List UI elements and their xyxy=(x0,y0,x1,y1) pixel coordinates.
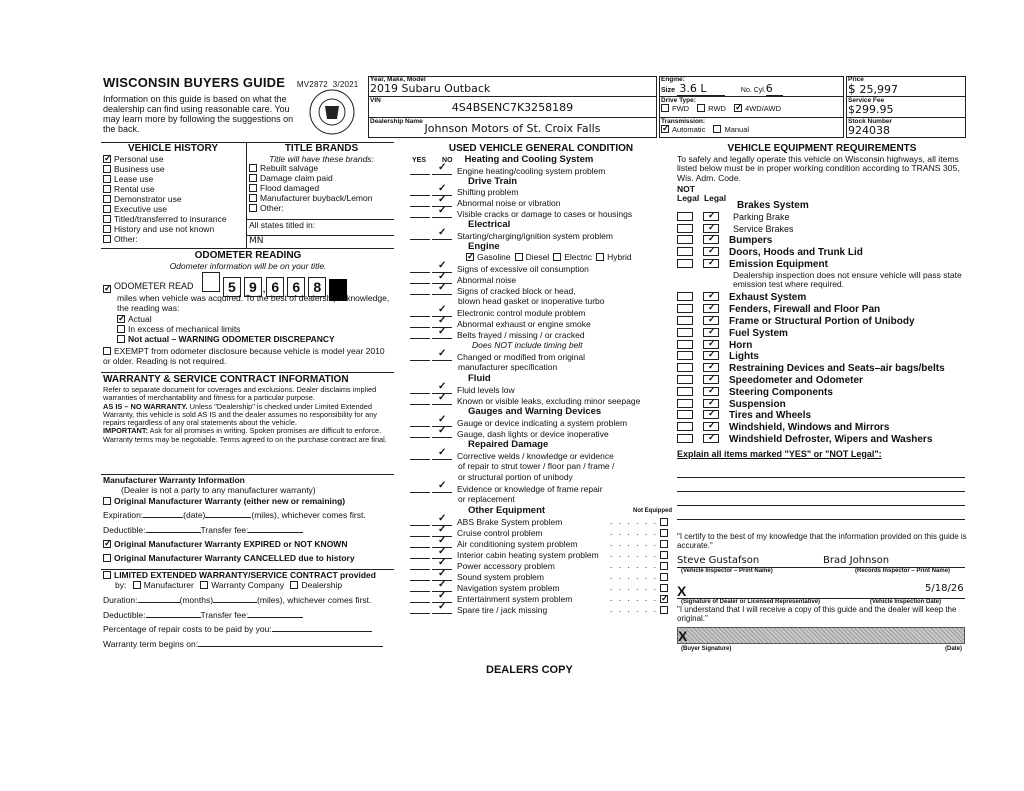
states-titled-label: All states titled in: xyxy=(249,220,316,230)
condition-item: ✓Belts frayed / missing / or cracked xyxy=(410,330,672,341)
condition-item: ✓Abnormal noise xyxy=(410,275,672,286)
explain-line-3[interactable] xyxy=(677,505,965,506)
warranty-heading: WARRANTY & SERVICE CONTRACT INFORMATION xyxy=(103,374,349,385)
no-box[interactable] xyxy=(432,352,452,361)
fuel-checkbox[interactable] xyxy=(553,253,561,261)
vehicle-inspector-name[interactable]: Steve Gustafson xyxy=(677,555,760,566)
brand-checkbox[interactable] xyxy=(249,184,257,192)
condition-item-continued: Does NOT include timing belt xyxy=(472,340,583,351)
legal-box[interactable] xyxy=(703,316,719,325)
fuel-checkbox[interactable] xyxy=(596,253,604,261)
explain-line-4[interactable] xyxy=(677,519,965,520)
brand-item: Manufacturer buyback/Lemon xyxy=(249,194,394,204)
equipment-requirement: ✓Windshield, Windows and Mirrors xyxy=(677,422,967,434)
condition-item: ✓Signs of excessive oil consumption xyxy=(410,264,672,275)
history-item: Executive use xyxy=(103,205,243,215)
condition-item: ✓Engine heating/cooling system problem xyxy=(410,166,672,177)
service-fee-field[interactable]: Service Fee $299.95 xyxy=(848,97,894,117)
odometer-digit[interactable]: 6 xyxy=(266,277,284,297)
not-legal-box[interactable] xyxy=(677,316,693,325)
brand-item: Damage claim paid xyxy=(249,174,394,184)
equipment-requirement: ✓Doors, Hoods and Trunk Lid xyxy=(677,247,967,259)
equipment-item: ✓Cruise control problem . . . . . . xyxy=(410,528,672,539)
yes-box[interactable] xyxy=(410,429,430,438)
yes-box[interactable] xyxy=(410,330,430,339)
legal-box[interactable] xyxy=(703,351,719,360)
not-legal-box[interactable] xyxy=(677,212,693,221)
equipment-requirement: ✓Restraining Devices and Seats–air bags/belts xyxy=(677,363,967,375)
history-item: Rental use xyxy=(103,185,243,195)
odometer-digit[interactable]: 5 xyxy=(223,277,241,297)
dealers-copy-label: DEALERS COPY xyxy=(486,664,573,676)
inspection-date[interactable]: 5/18/26 xyxy=(925,583,964,594)
equipment-requirement: ✓Suspension xyxy=(677,399,967,411)
yes-box[interactable] xyxy=(410,418,430,427)
equipment-requirement: ✓Bumpers xyxy=(677,235,967,247)
odometer-digit[interactable]: 8 xyxy=(308,277,326,297)
history-item: Business use xyxy=(103,165,243,175)
warranty-text: Refer to separate document for coverages and exclusions. Dealer disclaims implied warranties of merchantability and fitness for a particular purpose. AS IS – NO WARRANTY. Unless "Dealership" is checked under Limited Extended Warranty, this vehicle is sold AS IS and the dealer assumes no responsibility for any repairs regardless of any oral statements about the vehicle. IMPORTANT: Ask for all promises in writing. Spoken promises are difficult to enforce. Warranty terms may be negotiable. Terms agreed to on the purchase contract are final. xyxy=(103,385,387,444)
form-title: WISCONSIN BUYERS GUIDE MV2872 3/2021 xyxy=(103,75,359,90)
condition-item: ✓Evidence or knowledge of frame repair xyxy=(410,484,672,495)
original-warranty-checkbox[interactable] xyxy=(103,497,111,505)
legal-box[interactable] xyxy=(703,340,719,349)
history-item: Other: xyxy=(103,235,243,245)
equipment-requirement: ✓Emission Equipment xyxy=(677,259,967,271)
brand-item: Rebuilt salvage xyxy=(249,164,394,174)
equipment-item: ✓Sound system problem . . . . . . xyxy=(410,572,672,583)
odometer-options: ✓Actual In excess of mechanical limits Not actual – WARNING ODOMETER DISCREPANCY xyxy=(117,315,335,345)
dealer-signature-x[interactable]: X xyxy=(677,583,687,599)
yes-box[interactable] xyxy=(410,385,430,394)
legal-box[interactable] xyxy=(703,399,719,408)
title-brands-section: TITLE BRANDS Title will have these brands: Rebuilt salvage Damage claim paid Flood damaged Manufacturer buyback/Lemon Other: xyxy=(249,143,394,214)
brand-item: Flood damaged xyxy=(249,184,394,194)
odometer-digit[interactable]: 6 xyxy=(287,277,305,297)
intro-text: Information on this guide is based on what the dealership can find using reasonable care. You may learn more by following the suggestions on the back. xyxy=(103,94,294,135)
condition-item: ✓Changed or modified from original xyxy=(410,352,672,363)
legal-box[interactable] xyxy=(703,410,719,419)
no-box[interactable] xyxy=(432,451,452,460)
condition-item: ✓Abnormal exhaust or engine smoke xyxy=(410,319,672,330)
exempt-row: EXEMPT from odometer disclosure because vehicle is model year 2010 or older. Reading is not required. xyxy=(103,346,385,366)
yes-box[interactable] xyxy=(410,166,430,175)
not-legal-box[interactable] xyxy=(677,399,693,408)
history-checkbox[interactable] xyxy=(103,165,111,173)
condition-item-continued: of repair to strut tower / floor pan / frame / xyxy=(458,461,615,472)
legal-box[interactable] xyxy=(703,224,719,233)
condition-item: ✓Electronic control module problem xyxy=(410,308,672,319)
history-checkbox[interactable] xyxy=(103,205,111,213)
condition-category: Other Equipment Not Equipped xyxy=(468,505,672,517)
yes-box[interactable] xyxy=(410,605,430,614)
equipment-requirement: ✓Exhaust System xyxy=(677,292,967,304)
condition-category: Repaired Damage xyxy=(468,439,549,451)
legal-box[interactable] xyxy=(703,292,719,301)
records-inspector-name[interactable]: Brad Johnson xyxy=(823,555,890,566)
not-legal-box[interactable] xyxy=(677,422,693,431)
yes-box[interactable] xyxy=(410,187,430,196)
not-equipped-checkbox[interactable] xyxy=(660,551,668,559)
buyer-signature-field[interactable]: X xyxy=(677,627,965,644)
fuel-checkbox[interactable] xyxy=(466,253,474,261)
equipment-requirement: ✓Horn xyxy=(677,340,967,352)
not-legal-box[interactable] xyxy=(677,328,693,337)
yes-box[interactable] xyxy=(410,396,430,405)
not-equipped-checkbox[interactable] xyxy=(660,540,668,548)
yes-box[interactable] xyxy=(410,451,430,460)
history-item: History and use not known xyxy=(103,225,243,235)
yes-box[interactable] xyxy=(410,198,430,207)
equipment-requirement: ✓Steering Components xyxy=(677,387,967,399)
equipment-requirement: ✓Parking Brake xyxy=(677,212,967,224)
title-brands-heading: TITLE BRANDS xyxy=(284,143,359,154)
yes-box[interactable] xyxy=(410,583,430,592)
not-legal-box[interactable] xyxy=(677,304,693,313)
yes-box[interactable] xyxy=(410,231,430,240)
brand-checkbox[interactable] xyxy=(249,204,257,212)
condition-category: Drive Train xyxy=(468,175,518,187)
equipment-requirement: ✓Lights xyxy=(677,351,967,363)
equipment-requirement: ✓Frame or Structural Portion of Unibody xyxy=(677,316,967,328)
emission-note: Dealership inspection does not ensure vehicle will pass state emission test where required. xyxy=(733,269,962,290)
expired-warranty-checkbox[interactable] xyxy=(103,540,111,548)
cancelled-warranty-checkbox[interactable] xyxy=(103,554,111,562)
not-legal-box[interactable] xyxy=(677,259,693,268)
not-legal-box[interactable] xyxy=(677,387,693,396)
yes-box[interactable] xyxy=(410,286,430,295)
used-vehicle-condition-section: USED VEHICLE GENERAL CONDITION YES NO Heating and Cooling System ✓Engine heating/cooling system problem Drive Train ✓Shifting problem ✓Abnormal noise or vibration ✓Visible cracks or damage to cases or housings Electrical ✓Starting/charging/ignition system problem Engine ✓Gasoline Diesel Electric Hybrid ✓Signs of excessive oil consumption ✓Abnormal noise ✓Signs of cracked block or head, blown head gasket or inoperative turbo ✓Electronic control module problem ✓Abnormal exhaust or engine smoke ✓Belts frayed / missing / or cracked Does NOT include timing belt ✓Changed or modified from original manufacturer specification Fluid ✓Fluid levels low ✓Known or visible leaks, excluding minor seepage Gauges and Warning Devices ✓Gauge or device indicating a system problem ✓Gauge, dash lights or device inoperative Repaired Damage ✓Corrective welds / knowledge or evidence of repair to strut tower / floor pan / frame / or structural portion of unibody ✓Evidence or knowledge of frame repair or replacement Other Equipment Not Equipped ✓ABS Brake System problem . . . . . . ✓Cruise control problem . . . . . . ✓Air conditioning system problem . . . . . . ✓Interior cabin heating system problem . . . . . . ✓Power accessory problem . . . . . . ✓Sound system problem . . . . . . ✓Navigation system problem . . . . . . ✓Entertainment system problem . . . . . . ✓ ✓Spare tire / jack missing . . . . . . xyxy=(410,143,672,616)
condition-item: ✓Abnormal noise or vibration xyxy=(410,198,672,209)
condition-item: ✓Fluid levels low xyxy=(410,385,672,396)
engine-field[interactable]: Engine: Size 3.6 L No. Cyl.6 xyxy=(661,76,842,96)
equipment-requirements-section: VEHICLE EQUIPMENT REQUIREMENTS To safely and legally operate this vehicle on Wisconsin highways, all items listed below must be in proper working condition according to TRANS 305, Wis. Adm. Code. NOT Legal Legal Brakes System ✓Parking Brake ✓Service Brakes ✓Bumpers ✓Doors, Hoods and Trunk Lid ✓Emission Equipment Dealership inspection does not ensure vehicle will pass state emission test where required. ✓Exhaust System ✓Fenders, Firewall and Floor Pan ✓Frame or Structural Portion of Unibody ✓Fuel System ✓Horn ✓Lights ✓Restraining Devices and Seats–air bags/belts ✓Speedometer and Odometer ✓Steering Components ✓Suspension ✓Tires and Wheels ✓Windshield, Windows and Mirrors ✓Windshield Defroster, Wipers and Washers Explain all items marked "YES" or "NOT Legal": xyxy=(677,143,967,459)
not-legal-box[interactable] xyxy=(677,363,693,372)
condition-category: Fluid xyxy=(468,373,491,385)
history-item: ✓Personal use xyxy=(103,155,243,165)
not-legal-box[interactable] xyxy=(677,410,693,419)
condition-item-continued: or structural portion of unibody xyxy=(458,472,573,483)
not-legal-box[interactable] xyxy=(677,235,693,244)
no-box[interactable] xyxy=(432,286,452,295)
understand-text: "I understand that I will receive a copy of this guide and the dealer will keep the original." xyxy=(677,605,957,623)
vehicle-history-section xyxy=(103,143,243,245)
not-legal-box[interactable] xyxy=(677,247,693,256)
stock-number-field[interactable]: Stock Number 924038 xyxy=(848,118,893,138)
condition-item: ✓Known or visible leaks, excluding minor seepage xyxy=(410,396,672,407)
equipment-item: ✓Power accessory problem . . . . . . xyxy=(410,561,672,572)
yes-no-header: YES NO Heating and Cooling System xyxy=(412,153,594,165)
vin-field[interactable]: VIN 4S4BSENC7K3258189 xyxy=(370,97,574,115)
yes-box[interactable] xyxy=(410,594,430,603)
ymm-field[interactable]: Year, Make, Model 2019 Subaru Outback xyxy=(370,76,491,96)
history-item: Demonstrator use xyxy=(103,195,243,205)
excess-checkbox[interactable] xyxy=(117,325,125,333)
odometer-digit[interactable] xyxy=(202,272,220,292)
history-item: Titled/transferred to insurance xyxy=(103,215,243,225)
odometer-section: ODOMETER READING Odometer information will be on your title. xyxy=(169,250,327,271)
not-legal-box[interactable] xyxy=(677,375,693,384)
history-checkbox[interactable] xyxy=(103,175,111,183)
not-equipped-checkbox[interactable] xyxy=(660,573,668,581)
legal-box[interactable] xyxy=(703,304,719,313)
brand-checkbox[interactable] xyxy=(249,164,257,172)
actual-checkbox[interactable] xyxy=(117,315,125,323)
condition-item: ✓Corrective welds / knowledge or evidence xyxy=(410,451,672,462)
legal-box[interactable] xyxy=(703,375,719,384)
yes-box[interactable] xyxy=(410,264,430,273)
legal-box[interactable] xyxy=(703,387,719,396)
yes-box[interactable] xyxy=(410,572,430,581)
condition-item: ✓Gauge or device indicating a system problem xyxy=(410,418,672,429)
equipment-item: ✓Navigation system problem . . . . . . xyxy=(410,583,672,594)
yes-box[interactable] xyxy=(410,528,430,537)
history-checkbox[interactable] xyxy=(103,215,111,223)
equipment-item: ✓Interior cabin heating system problem . . . . . . xyxy=(410,550,672,561)
not-actual-checkbox[interactable] xyxy=(117,335,125,343)
condition-item: ✓Gauge, dash lights or device inoperative xyxy=(410,429,672,440)
history-checkbox[interactable] xyxy=(103,235,111,243)
fuel-checkbox[interactable] xyxy=(515,253,523,261)
condition-category: Electrical xyxy=(468,219,511,231)
not-legal-box[interactable] xyxy=(677,224,693,233)
condition-category: Engine xyxy=(468,241,500,253)
not-equipped-checkbox[interactable] xyxy=(660,529,668,537)
yes-box[interactable] xyxy=(410,517,430,526)
legal-box[interactable] xyxy=(703,422,719,431)
history-checkbox[interactable] xyxy=(103,155,111,163)
no-box[interactable] xyxy=(432,396,452,405)
manufacturer-warranty-section: Manufacturer Warranty Information (Dealer is not a party to any manufacturer warranty) Original Manufacturer Warranty (either new or remaining) Expiration: (date) (miles), whichever comes first. Deductible: Transfer fee: ✓Original Manufacturer Warranty EXPIRED or NOT KNOWN Original Manufacturer Warranty CANCELLED due to history LIMITED EXTENDED WARRANTY/SERVICE CONTRACT provided by: Manufacturer Warranty Company Dealership Duration: (months) (miles), whichever comes first. Deductible: Transfer fee: Percentage of repair costs to be paid by you: Warranty term begins on: xyxy=(103,476,395,650)
condition-item: ✓Starting/charging/ignition system problem xyxy=(410,231,672,242)
dealer-field[interactable]: Dealership Name Johnson Motors of St. Croix Falls xyxy=(370,118,601,136)
history-item: Lease use xyxy=(103,175,243,185)
not-legal-box[interactable] xyxy=(677,351,693,360)
history-checkbox[interactable] xyxy=(103,225,111,233)
not-legal-box[interactable] xyxy=(677,292,693,301)
legal-box[interactable] xyxy=(703,235,719,244)
condition-item-continued: manufacturer specification xyxy=(458,362,558,373)
legal-box[interactable] xyxy=(703,212,719,221)
equipment-item: ✓Spare tire / jack missing . . . . . . xyxy=(410,605,672,616)
yes-box[interactable] xyxy=(410,484,430,493)
wisdot-seal-icon xyxy=(303,86,361,138)
yes-box[interactable] xyxy=(410,561,430,570)
no-box[interactable] xyxy=(432,231,452,240)
yes-box[interactable] xyxy=(410,352,430,361)
condition-item-continued: or replacement xyxy=(458,494,515,505)
brand-item: Other: xyxy=(249,204,394,214)
explain-line-2[interactable] xyxy=(677,491,965,492)
exempt-checkbox[interactable] xyxy=(103,347,111,355)
odometer-digit[interactable]: 9 xyxy=(244,277,262,297)
explain-label: Explain all items marked "YES" or "NOT Legal": xyxy=(677,448,882,459)
equipment-requirement: ✓Fenders, Firewall and Floor Pan xyxy=(677,304,967,316)
equipment-item: ✓ABS Brake System problem . . . . . . xyxy=(410,517,672,528)
states-titled-value[interactable]: MN xyxy=(249,236,264,246)
condition-item: ✓Signs of cracked block or head, xyxy=(410,286,672,297)
yes-box[interactable] xyxy=(410,319,430,328)
condition-item-continued: blown head gasket or inoperative turbo xyxy=(458,296,605,307)
no-box[interactable] xyxy=(432,330,452,339)
price-field[interactable]: Price $ 25,997 xyxy=(848,76,898,97)
condition-category: Gauges and Warning Devices xyxy=(468,406,602,418)
fuel-type-row: ✓Gasoline Diesel Electric Hybrid xyxy=(410,253,672,264)
odometer-read-row: ✓ODOMETER READ 5 9 , 6 6 8 xyxy=(103,272,347,301)
not-legal-box[interactable] xyxy=(677,434,693,443)
yes-box[interactable] xyxy=(410,275,430,284)
equipment-requirement: ✓Service Brakes xyxy=(677,224,967,236)
not-equipped-checkbox[interactable] xyxy=(660,595,668,603)
yes-box[interactable] xyxy=(410,550,430,559)
not-equipped-checkbox[interactable] xyxy=(660,562,668,570)
brand-checkbox[interactable] xyxy=(249,194,257,202)
inspector-names xyxy=(677,555,967,567)
legal-box[interactable] xyxy=(703,363,719,372)
equipment-requirement: ✓Windshield Defroster, Wipers and Washers xyxy=(677,434,967,446)
condition-item: ✓Shifting problem xyxy=(410,187,672,198)
legal-box[interactable] xyxy=(703,328,719,337)
yes-box[interactable] xyxy=(410,209,430,218)
equipment-requirement: ✓Fuel System xyxy=(677,328,967,340)
yes-box[interactable] xyxy=(410,308,430,317)
legal-box[interactable] xyxy=(703,259,719,268)
no-box[interactable] xyxy=(432,166,452,175)
not-equipped-checkbox[interactable] xyxy=(660,606,668,614)
not-equipped-checkbox[interactable] xyxy=(660,584,668,592)
yes-box[interactable] xyxy=(410,539,430,548)
form-code: MV2872 3/2021 xyxy=(296,80,359,89)
buyers-guide-page: WISCONSIN BUYERS GUIDE MV2872 3/2021 Information on this guide is based on what the dealership can find using reasonable care. You may learn more by following the suggestions on the back. Year, Make, Model 2019 Subaru Outback VIN 4S4BSENC7K3258189 Dealership Name Johnson Motors of St. Croix Falls Engine: Size 3.6 L No. Cyl.6 Drive Type: FWD RWD ✓ 4WD/AWD Transmission: ✓Automatic Manual Price $ 25,997 Service Fee $299.95 Stock Number 924038 VEHICLE HISTORY ✓Personal use Business use Lease use Rental use Demonstrator use Executive use Titled/transferred to insurance History and use not known Other: TITLE BRANDS Title will have these brands: Rebuilt salvage Damage claim paid Flood damaged Manufacturer buyback/Lemon Other: All states titled in: MN ODOMETER READING Odometer information will be on your title. ✓ODOMETER READ 5 9 , 6 6 8 miles when vehicle was acquired. To the best of dealership's knowledge, the reading was: ✓Actual In excess of mechanical limits Not actual – WARNING ODOMETER DISCREPANCY EXEMPT from odometer disclosure because vehicle is model year 2010 or older. Reading is not required. WARRANTY & SERVICE CONTRACT INFORMATION Refer to separate document for coverages and exclusions. Dealer disclaims implied warranties of merchantability and fitness for a particular purpose. AS IS – NO WARRANTY. Unless "Dealership" is checked under Limited Extended Warranty, this vehicle is sold AS IS and the dealer assumes no responsibility for any repairs regardless of any oral statements about the vehicle. IMPORTANT: Ask for all promises in writing. Spoken promises are difficult to enforce. Warranty terms may be negotiable. Terms agreed to on the purchase contract are final. Manufacturer Warranty Information (Dealer is not a party to any manufacturer warranty) Original Manufacturer Warranty (either new or remaining) Expiration: (date) (miles), whichever comes first. Deductible: Transfer fee: ✓Original Manufacturer Warranty EXPIRED or NOT KNOWN Original Manufacturer Warranty CANCELLED due to history LIMITED EXTENDED WARRANTY/SERVICE CONTRACT provided by: Manufacturer Warranty Company Dealership Duration: (months) (miles), whichever comes first. Deductible: Transfer fee: Percentage of repair costs to be paid by you: Warranty term begins on: USED VEHICLE GENERAL CONDITION YES NO Heating and Cooling System ✓Engine heating/cooling system problem Drive Train ✓Shifting problem ✓Abnormal noise or vibration ✓Visible cracks or damage to cases or housings Electrical ✓Starting/charging/ignition system problem Engine ✓Gasoline Diesel Electric Hybrid ✓Signs of excessive oil consumption ✓Abnormal noise ✓Signs of cracked block or head, blown head gasket or inoperative turbo ✓Electronic control module problem ✓Abnormal exhaust or engine smoke ✓Belts frayed / missing / or cracked Does NOT include timing belt ✓Changed or modified from original manufacturer specification Fluid ✓Fluid levels low ✓Known or visible leaks, excluding minor seepage Gauges and Warning Devices ✓Gauge or device indicating a system problem ✓Gauge, dash lights or device inoperative Repaired Damage ✓Corrective welds / knowledge or evidence of repair to strut tower / floor pan / frame / or structural portion of unibody ✓Evidence or knowledge of frame repair or replacement Other Equipment Not Equipped ✓ABS Brake System problem . . . . . . ✓Cruise control problem . . . . . . ✓Air conditioning system problem . . . . . . ✓Interior cabin heating system problem . . . . . . ✓Power accessory problem . . . . . . ✓Sound system problem . . . . . . ✓Navigation system problem . . . . . . ✓Entertainment system problem . . . . . . ✓ ✓Spare tire / jack missing . . . . . . VEHICLE EQUIPMENT REQUIREMENTS To safely and legally operate this vehicle on Wisconsin highways, all items listed below must be in proper working condition according to TRANS 305, Wis. Adm. Code. NOT Legal Legal Brakes System ✓Parking Brake ✓Service Brakes ✓Bumpers ✓Doors, Hoods and Trunk Lid ✓Emission Equipment Dealership inspection does not ensure vehicle will pass state emission test where required. ✓Exhaust System ✓Fenders, Firewall and Floor Pan ✓Frame or Structural Portion of Unibody ✓Fuel System ✓Horn ✓Lights ✓Restraining Devices and Seats–air bags/belts ✓Speedometer and Odometer ✓Steering Components ✓Suspension ✓Tires and Wheels ✓Windshield, Windows and Mirrors ✓Windshield Defroster, Wipers and Washers Explain all items marked "YES" or "NOT Legal": "I certify to the best of my knowledge that the information provided on this guide is accurate." Steve Gustafson Brad Johnson (Vehicle Inspector – Print Name) (Records Inspector – Print Name) X 5/18/26 (Signature of Dealer or Licensed Representative) (Vehicle Inspection Date) "I understand that I will receive a copy of this guide and the dealer will keep the original." X (Buyer Signature) (Date) DEALERS COPY xyxy=(0,0,1024,791)
not-legal-box[interactable] xyxy=(677,340,693,349)
no-box[interactable] xyxy=(432,484,452,493)
explain-line-1[interactable] xyxy=(677,477,965,478)
legal-box[interactable] xyxy=(703,434,719,443)
brakes-heading: Brakes System xyxy=(737,199,809,211)
equipment-requirement: ✓Speedometer and Odometer xyxy=(677,375,967,387)
equipment-requirement: ✓Tires and Wheels xyxy=(677,410,967,422)
not-equipped-checkbox[interactable] xyxy=(660,518,668,526)
odometer-miles-text: miles when vehicle was acquired. To the best of dealership's knowledge, the reading was: xyxy=(117,293,390,313)
legal-box[interactable] xyxy=(703,247,719,256)
transmission-field[interactable]: Transmission: ✓Automatic Manual xyxy=(661,118,749,135)
equipment-item: ✓Air conditioning system problem . . . . . . xyxy=(410,539,672,550)
drive-type-field[interactable]: Drive Type: FWD RWD ✓ 4WD/AWD xyxy=(661,97,781,114)
history-checkbox[interactable] xyxy=(103,195,111,203)
condition-item: ✓Visible cracks or damage to cases or housings xyxy=(410,209,672,220)
no-box[interactable] xyxy=(432,605,452,614)
no-box[interactable] xyxy=(432,209,452,218)
limited-warranty-checkbox[interactable] xyxy=(103,571,111,579)
certify-text: "I certify to the best of my knowledge that the information provided on this guide is accurate." xyxy=(677,532,967,550)
equipment-item: ✓Entertainment system problem . . . . . . ✓ xyxy=(410,594,672,605)
history-checkbox[interactable] xyxy=(103,185,111,193)
brand-checkbox[interactable] xyxy=(249,174,257,182)
no-box[interactable] xyxy=(432,429,452,438)
vehicle-history-heading: VEHICLE HISTORY xyxy=(127,143,218,154)
